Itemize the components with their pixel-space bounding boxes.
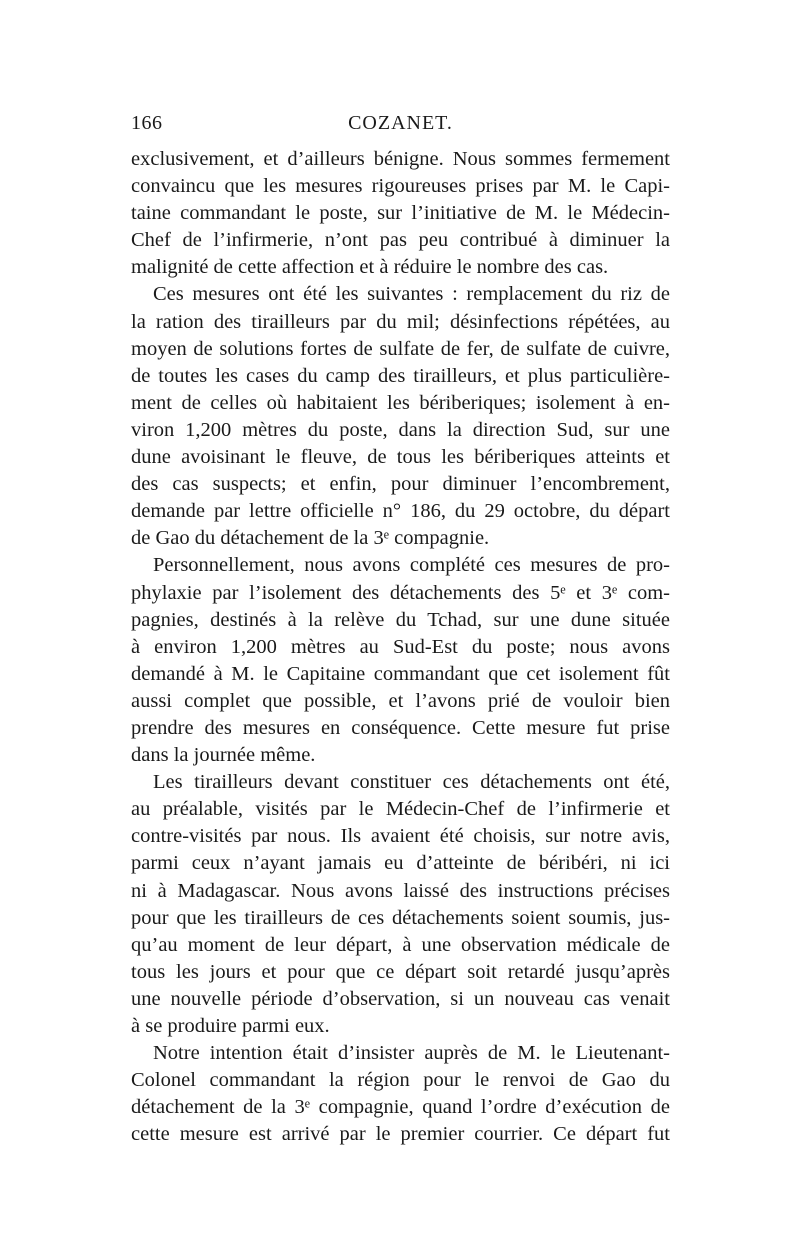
text-line: Chef de l’infirmerie, n’ont pas peu contribué à diminuer la xyxy=(131,229,670,252)
text-line: moyen de solutions fortes de sulfate de fer, de sulfate de cuivre, xyxy=(131,337,670,360)
text-line: des cas suspects; et enfin, pour diminuer l’encombrement, xyxy=(131,473,670,496)
text-line: à environ 1,200 mètres au Sud-Est du poste; nous avons xyxy=(131,635,670,658)
text-line: viron 1,200 mètres du poste, dans la direction Sud, sur une xyxy=(131,418,670,441)
running-head: COZANET. xyxy=(348,112,453,134)
body-text xyxy=(131,146,670,1148)
text-line: prendre des mesures en conséquence. Cette mesure fut prise xyxy=(131,716,670,739)
text-line: la ration des tirailleurs par du mil; désinfections répétées, au xyxy=(131,310,670,333)
text-line: contre-visités par nous. Ils avaient été choisis, sur notre avis, xyxy=(131,825,670,848)
text-line: de toutes les cases du camp des tirailleurs, et plus particulière- xyxy=(131,364,670,387)
page-header xyxy=(131,112,670,142)
text-line: demande par lettre officielle n° 186, du 29 octobre, du départ xyxy=(131,500,670,523)
text-line: phylaxie par l’isolement des détachements des 5ᵉ et 3ᵉ com- xyxy=(131,581,670,604)
text-line: pagnies, destinés à la relève du Tchad, sur une dune située xyxy=(131,608,670,631)
text-line: pour que les tirailleurs de ces détachements soient soumis, jus- xyxy=(131,906,670,929)
text-line: de Gao du détachement de la 3ᵉ compagnie. xyxy=(131,527,490,550)
text-line: Personnellement, nous avons complété ces mesures de pro- xyxy=(153,554,670,577)
book-page xyxy=(131,112,670,1148)
text-line: Colonel commandant la région pour le renvoi de Gao du xyxy=(131,1069,670,1092)
text-line: ni à Madagascar. Nous avons laissé des instructions précises xyxy=(131,879,670,902)
text-line: Les tirailleurs devant constituer ces détachements ont été, xyxy=(153,771,670,794)
text-line: cette mesure est arrivé par le premier courrier. Ce départ fut xyxy=(131,1123,670,1146)
text-line: une nouvelle période d’observation, si un nouveau cas venait xyxy=(131,987,670,1010)
text-line: malignité de cette affection et à réduire le nombre des cas. xyxy=(131,256,609,279)
text-line: Ces mesures ont été les suivantes : remplacement du riz de xyxy=(153,283,670,306)
page-number: 166 xyxy=(131,112,163,134)
text-line: taine commandant le poste, sur l’initiative de M. le Médecin- xyxy=(131,202,670,225)
text-line: dune avoisinant le fleuve, de tous les bériberiques atteints et xyxy=(131,446,670,469)
text-line: demandé à M. le Capitaine commandant que cet isolement fût xyxy=(131,662,670,685)
text-line: Notre intention était d’insister auprès de M. le Lieutenant- xyxy=(153,1042,670,1065)
text-line: au préalable, visités par le Médecin-Chef de l’infirmerie et xyxy=(131,798,670,821)
text-line: qu’au moment de leur départ, à une observation médicale de xyxy=(131,933,670,956)
text-line: ment de celles où habitaient les bériberiques; isolement à en- xyxy=(131,391,670,414)
text-line: parmi ceux n’ayant jamais eu d’atteinte de béribéri, ni ici xyxy=(131,852,670,875)
text-line: aussi complet que possible, et l’avons prié de vouloir bien xyxy=(131,689,670,712)
text-line: tous les jours et pour que ce départ soit retardé jusqu’après xyxy=(131,960,670,983)
text-line: détachement de la 3ᵉ compagnie, quand l’ordre d’exécution de xyxy=(131,1096,670,1119)
text-line: exclusivement, et d’ailleurs bénigne. Nous sommes fermement xyxy=(131,148,670,170)
text-line: à se produire parmi eux. xyxy=(131,1015,330,1037)
text-line: convaincu que les mesures rigoureuses prises par M. le Capi- xyxy=(131,175,670,198)
text-line: dans la journée même. xyxy=(131,744,316,767)
